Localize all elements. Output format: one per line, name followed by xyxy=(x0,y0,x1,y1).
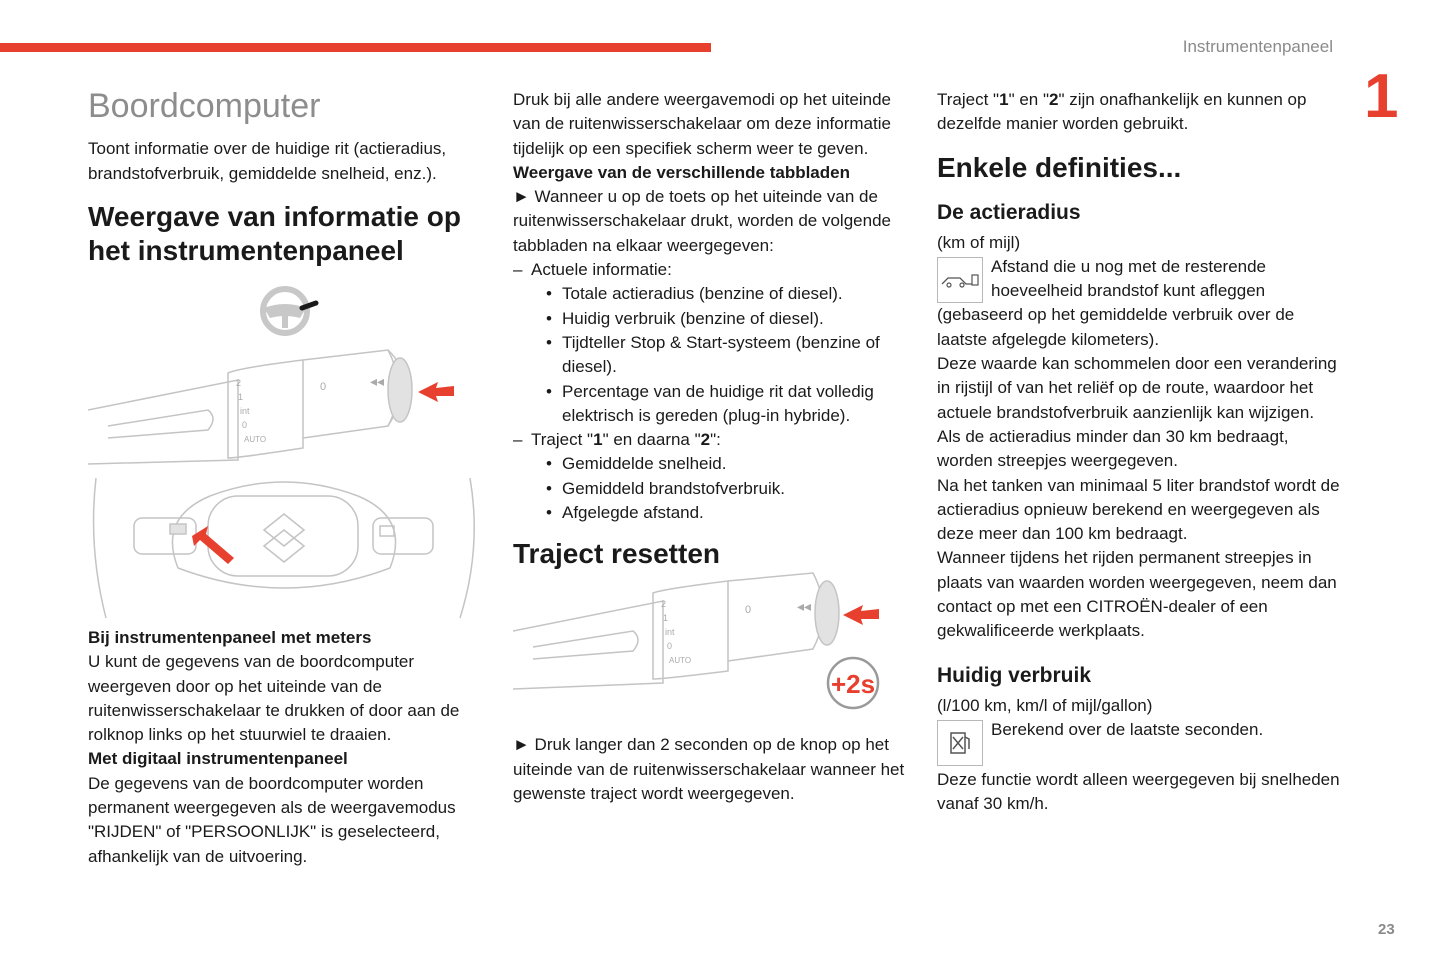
other-modes-text: Druk bij alle andere weergavemodi op het uiteinde van de ruitenwisserschakelaar om deze informatie tijdelijk op een specifiek scherm weer te geven. xyxy=(513,90,892,158)
stalk-label-int: int xyxy=(240,405,250,416)
press-arrow-icon xyxy=(843,605,879,625)
steering-controls-illustration xyxy=(88,268,488,626)
svg-text:◂◂: ◂◂ xyxy=(370,372,385,389)
definitions-heading: Enkele definities... xyxy=(937,151,1182,183)
top-accent-bar xyxy=(0,43,711,52)
roller-arrow-icon xyxy=(192,526,234,564)
fuel-pump-icon xyxy=(937,720,983,766)
svg-text:int: int xyxy=(665,627,675,638)
press-arrow-icon xyxy=(418,382,454,402)
digital-heading: Met digitaal instrumentenpaneel xyxy=(88,749,348,769)
svg-text:0: 0 xyxy=(667,641,673,652)
tabs-list xyxy=(513,258,913,525)
range-text-3: Als de actieradius minder dan 30 km bedraagt, worden streepjes weergegeven. xyxy=(937,426,1289,471)
svg-text:0: 0 xyxy=(745,604,752,617)
stalk-label-0: 0 xyxy=(242,419,248,430)
svg-text:◂◂: ◂◂ xyxy=(797,598,812,615)
consumption-unit: (l/100 km, km/l of mijl/gallon) xyxy=(937,695,1153,715)
range-text-4: Na het tanken van minimaal 5 liter brandstof wordt de actieradius opnieuw berekend en weergegeven als deze meer dan 100 km bedraagt. xyxy=(937,475,1340,544)
digital-text: De gegevens van de boordcomputer worden permanent weergegeven als de weergavemodus "RIJDEN" of "PERSOONLIJK" is geselecteerd, afhankelijk van de uitvoering. xyxy=(88,773,456,866)
range-car-icon xyxy=(937,257,983,303)
svg-text:2: 2 xyxy=(661,599,667,610)
page-number: 23 xyxy=(1378,921,1395,938)
reset-text: ► Druk langer dan 2 seconden op de knop op het uiteinde van de ruitenwisserschakelaar wanneer het gewenste traject wordt weergegeven. xyxy=(513,735,905,803)
tabs-text: ► Wanneer u op de toets op het uiteinde van de ruitenwisserschakelaar drukt, worden de volgende tabbladen na elkaar weergegeven: xyxy=(513,187,891,255)
consumption-heading: Huidig verbruik xyxy=(937,663,1092,687)
steering-wheel-icon xyxy=(263,289,316,333)
list-item: • Gemiddelde snelheid. xyxy=(531,452,913,476)
svg-text:+2s: +2s xyxy=(830,669,876,700)
chapter-number: 1 xyxy=(1364,62,1399,131)
column-right xyxy=(937,88,1347,817)
list-item: • Afgelegde afstand. xyxy=(531,501,913,525)
list-item: • Tijdteller Stop & Start-systeem (benzine of diesel). xyxy=(531,331,913,380)
reset-heading: Traject resetten xyxy=(513,538,720,570)
wiper-stalk-illustration xyxy=(88,350,412,464)
range-heading: De actieradius xyxy=(937,200,1081,224)
range-icon-block xyxy=(937,255,1347,304)
page-title: Boordcomputer xyxy=(88,87,321,125)
list-item: • Percentage van de huidige rit dat volledig elektrisch is gereden (plug-in hybride). xyxy=(531,380,913,429)
column-middle xyxy=(513,88,913,806)
svg-text:AUTO: AUTO xyxy=(669,656,692,666)
intro-text: Toont informatie over de huidige rit (actieradius, brandstofverbruik, gemiddelde snelheid, enz.). xyxy=(88,139,447,183)
stalk-label-2: 2 xyxy=(236,377,242,388)
list-item: – Traject "1" en daarna "2": • Gemiddelde snelheid. • Gemiddeld brandstofverbruik. • Afgelegde afstand. xyxy=(513,428,913,525)
list-item: • Gemiddeld brandstofverbruik. xyxy=(531,477,913,501)
reset-stalk-illustration xyxy=(513,571,913,731)
tabs-heading: Weergave van de verschillende tabbladen xyxy=(513,162,850,182)
svg-text:1: 1 xyxy=(663,613,669,624)
steering-wheel-buttons-illustration xyxy=(94,478,475,618)
meters-text: U kunt de gegevens van de boordcomputer weergeven door op het uiteinde van de ruitenwisserschakelaar te drukken of door aan de rolknop links op het stuurwiel te draaien. xyxy=(88,652,460,745)
consumption-note: Deze functie wordt alleen weergegeven bij snelheden vanaf 30 km/h. xyxy=(937,769,1340,814)
display-info-heading: Weergave van informatie op het instrumentenpaneel xyxy=(88,200,461,266)
list-item: • Huidig verbruik (benzine of diesel). xyxy=(531,307,913,331)
two-seconds-badge xyxy=(828,658,878,708)
list-item: • Totale actieradius (benzine of diesel). xyxy=(531,282,913,306)
svg-text:0: 0 xyxy=(320,380,327,393)
consumption-icon-block xyxy=(937,718,1347,766)
section-label: Instrumentenpaneel xyxy=(1182,37,1333,56)
meters-heading: Bij instrumentenpaneel met meters xyxy=(88,627,372,647)
stalk-label-1: 1 xyxy=(238,391,244,402)
range-text-2: Deze waarde kan schommelen door een verandering in rijstijl of van het reliëf op de route, waardoor het actuele brandstofverbruik aanzienlijk kan wijzigen. xyxy=(937,354,1337,422)
range-icon-text: Afstand die u nog met de resterende hoeveelheid brandstof kunt afleggen xyxy=(991,256,1267,301)
consumption-icon-text: Berekend over de laatste seconden. xyxy=(991,719,1264,739)
list-item: – Actuele informatie: • Totale actieradius (benzine of diesel). • Huidig verbruik (benzine of diesel). • Tijdteller Stop & Start-systeem (benzine of diesel). • Percentage van de huidige rit dat volledig elektrisch is gereden (plug-in hybride). xyxy=(513,258,913,428)
stalk-label-auto: AUTO xyxy=(244,434,267,444)
column-left xyxy=(88,88,488,869)
range-text-5: Wanneer tijdens het rijden permanent streepjes in plaats van waarden worden weergegeven, neem dan contact op met een CITROËN-dealer of een gekwalificeerde werkplaats. xyxy=(937,548,1337,641)
range-text-1: (gebaseerd op het gemiddelde verbruik over de laatste afgelegde kilometers). xyxy=(937,305,1295,349)
trip-independent-text: Traject "1" en "2" zijn onafhankelijk en kunnen op dezelfde manier worden gebruikt. xyxy=(937,90,1307,134)
range-unit: (km of mijl) xyxy=(937,232,1021,252)
